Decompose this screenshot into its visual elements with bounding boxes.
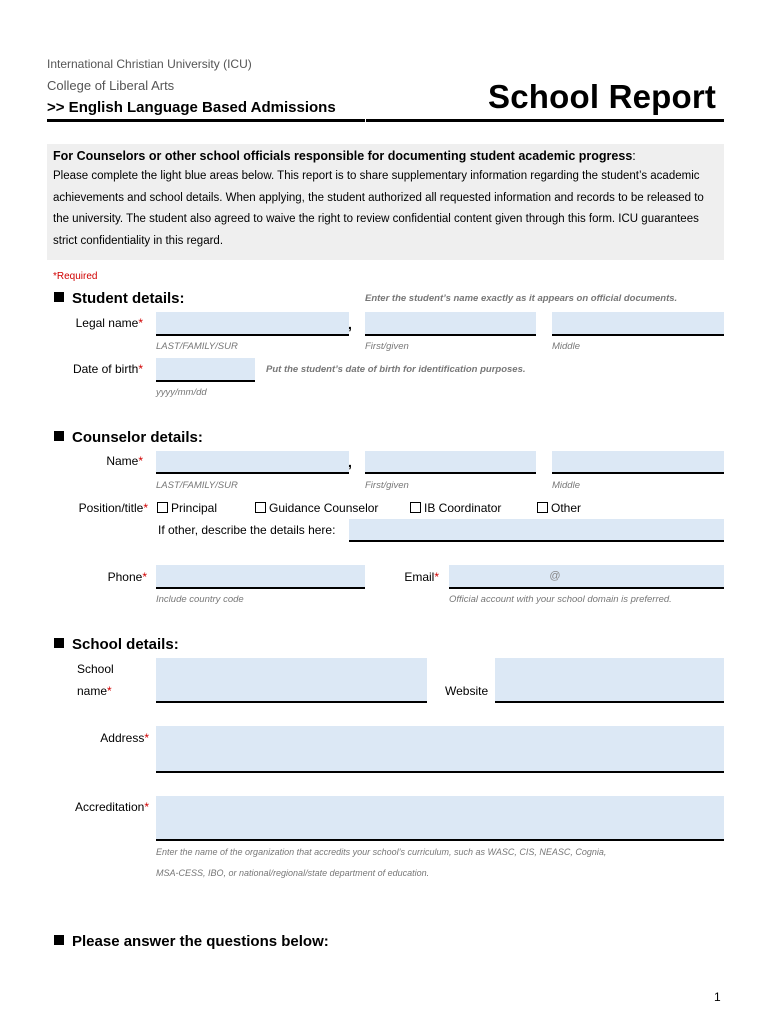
intro-body: Please complete the light blue areas below. This report is to share supplementary information regarding the student’s academic achievements and school details. When applying, the student authorized all requested information and records to be released to the university. The student also agreed to waive the right to review confidential content given through this form. ICU guarantees strict confidentiality in this regard.: [53, 170, 704, 247]
counselor-name-label-text: Name: [106, 454, 139, 468]
accreditation-hint-line1: Enter the name of the organization that accredits your school’s curriculum, such as WASC, CIS, NEASC, Cognia,: [156, 847, 607, 857]
square-bullet-icon: [54, 638, 64, 648]
student-section-heading: [54, 290, 185, 307]
intro-heading-text: For Counselors or other school officials responsible for documenting student academic progress: [53, 149, 633, 163]
checkbox-icon[interactable]: [537, 502, 548, 513]
dob-format-hint: yyyy/mm/dd: [156, 387, 207, 398]
phone-label-text: Phone: [107, 570, 143, 584]
counselor-middle-name-hint: Middle: [552, 480, 580, 491]
counselor-section-title: Counselor details:: [72, 429, 203, 446]
accreditation-field[interactable]: [156, 796, 724, 841]
school-name-field[interactable]: [156, 658, 427, 703]
square-bullet-icon: [54, 935, 64, 945]
accreditation-hint-line2: MSA-CESS, IBO, or national/regional/state department of education.: [156, 868, 430, 878]
checkbox-icon[interactable]: [157, 502, 168, 513]
option-guidance-counselor-label: Guidance Counselor: [269, 501, 379, 515]
email-label-text: Email: [404, 570, 435, 584]
dob-hint: Put the student’s date of birth for identification purposes.: [266, 364, 526, 375]
accreditation-label-text: Accreditation: [74, 800, 145, 814]
student-first-name-hint: First/given: [365, 341, 409, 352]
address-label-text: Address: [100, 731, 145, 745]
school-name-label-line2: [77, 684, 112, 698]
student-first-name-field[interactable]: [365, 312, 536, 336]
website-field[interactable]: [495, 658, 724, 703]
square-bullet-icon: [54, 292, 64, 302]
position-label: [40, 501, 148, 515]
dob-label-text: Date of birth: [72, 362, 139, 376]
required-asterisk: *: [138, 454, 143, 468]
required-asterisk: *: [138, 316, 143, 330]
document-title: School Report: [488, 78, 717, 115]
school-section-title: School details:: [72, 636, 179, 653]
counselor-first-name-hint: First/given: [365, 480, 409, 491]
intro-heading-colon: :: [632, 149, 636, 163]
header-divider-left: [47, 119, 365, 122]
counselor-last-name-field[interactable]: [156, 451, 349, 474]
address-field[interactable]: [156, 726, 724, 773]
school-section-heading: [54, 636, 179, 653]
email-at-sign: @: [549, 570, 561, 582]
square-bullet-icon: [54, 431, 64, 441]
questions-section-title: Please answer the questions below:: [72, 933, 329, 950]
accreditation-label: [40, 800, 149, 814]
option-other-label: Other: [551, 501, 582, 515]
university-name: International Christian University (ICU): [47, 57, 252, 71]
counselor-first-name-field[interactable]: [365, 451, 536, 474]
option-principal[interactable]: [157, 501, 217, 515]
required-asterisk: *: [144, 800, 149, 814]
checkbox-icon[interactable]: [410, 502, 421, 513]
option-ib-coordinator-label: IB Coordinator: [424, 501, 502, 515]
legal-name-label: [40, 316, 143, 330]
website-label: Website: [445, 684, 489, 698]
email-hint: Official account with your school domain is preferred.: [449, 594, 672, 605]
required-asterisk: *: [107, 684, 112, 698]
page-number: 1: [714, 990, 721, 1004]
school-name-label-text: name: [77, 684, 108, 698]
dob-field[interactable]: [156, 358, 255, 382]
student-middle-name-hint: Middle: [552, 341, 580, 352]
counselor-section-heading: [54, 429, 203, 446]
option-guidance-counselor[interactable]: [255, 501, 378, 515]
college-name: College of Liberal Arts: [47, 78, 175, 93]
other-details-field[interactable]: [349, 519, 724, 542]
phone-field[interactable]: [156, 565, 365, 589]
intro-heading: [53, 149, 636, 163]
student-middle-name-field[interactable]: [552, 312, 724, 336]
name-comma: ,: [348, 316, 352, 332]
name-comma: ,: [348, 454, 352, 470]
required-asterisk: *: [143, 501, 148, 515]
required-note: *Required: [53, 271, 98, 282]
required-asterisk: *: [144, 731, 149, 745]
option-other[interactable]: [537, 501, 581, 515]
phone-hint: Include country code: [156, 594, 244, 605]
counselor-name-label: [40, 454, 143, 468]
phone-label: [40, 570, 147, 584]
counselor-last-name-hint: LAST/FAMILY/SUR: [156, 480, 238, 491]
student-last-name-hint: LAST/FAMILY/SUR: [156, 341, 238, 352]
counselor-middle-name-field[interactable]: [552, 451, 724, 474]
questions-section-heading: [54, 933, 329, 950]
checkbox-icon[interactable]: [255, 502, 266, 513]
option-principal-label: Principal: [171, 501, 218, 515]
admissions-type: >> English Language Based Admissions: [47, 99, 336, 116]
option-ib-coordinator[interactable]: [410, 501, 501, 515]
address-label: [40, 731, 149, 745]
student-name-hint: Enter the student’s name exactly as it appears on official documents.: [365, 293, 678, 304]
email-label: [380, 570, 439, 584]
school-name-label-line1: School: [77, 662, 114, 676]
position-label-text: Position/title: [78, 501, 144, 515]
dob-label: [40, 362, 143, 376]
email-field[interactable]: [449, 565, 724, 589]
required-asterisk: *: [434, 570, 439, 584]
required-asterisk: *: [142, 570, 147, 584]
required-asterisk: *: [138, 362, 143, 376]
header-divider-right: [366, 119, 724, 122]
student-last-name-field[interactable]: [156, 312, 349, 336]
legal-name-label-text: Legal name: [75, 316, 139, 330]
student-section-title: Student details:: [72, 290, 185, 307]
other-details-label: If other, describe the details here:: [158, 523, 336, 537]
